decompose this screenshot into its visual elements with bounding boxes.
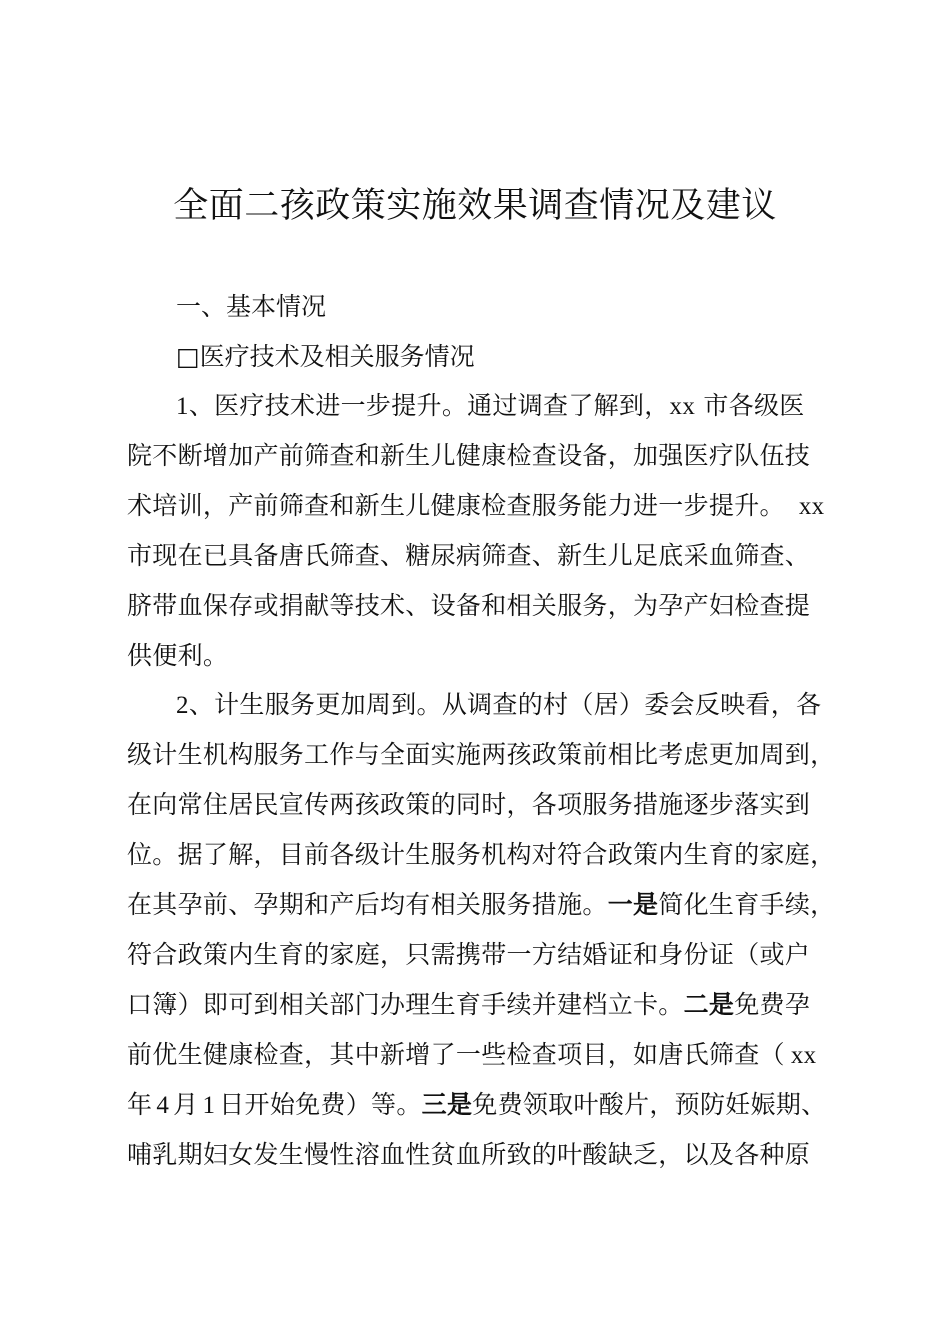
paragraph-line: 哺乳期妇女发生慢性溶血性贫血所致的叶酸缺乏，以及各种原 bbox=[127, 1140, 811, 1169]
paragraph-line: 位。据了解，目前各级计生服务机构对符合政策内生育的家庭， bbox=[127, 840, 836, 869]
text-run: 、计生服务更加周到。从调查的村（居）委会反映看，各 bbox=[188, 690, 822, 719]
emphasis-third: 三是 bbox=[421, 1090, 473, 1119]
paragraph-family-planning-service bbox=[127, 680, 857, 1180]
text-run: 市各级医 bbox=[695, 391, 805, 420]
paragraph-line: 供便利。 bbox=[127, 641, 229, 670]
paragraph-line bbox=[127, 680, 857, 730]
paragraph-line bbox=[127, 880, 857, 930]
month-number: 4 bbox=[156, 1092, 170, 1119]
emphasis-second: 二是 bbox=[683, 990, 735, 1019]
paragraph-line: 脐带血保存或捐献等技术、设备和相关服务，为孕产妇检查提 bbox=[127, 591, 811, 620]
paragraph-line: 院不断增加产前筛查和新生儿健康检查设备，加强医疗队伍技 bbox=[127, 441, 811, 470]
emphasis-first: 一是 bbox=[607, 890, 659, 919]
paragraph-line: 级计生机构服务工作与全面实施两孩政策前相比考虑更加周到， bbox=[127, 740, 836, 769]
text-run: 简化生育手续， bbox=[658, 890, 836, 919]
paragraph-line: 符合政策内生育的家庭，只需携带一方结婚证和身份证（或户 bbox=[127, 940, 811, 969]
paragraph-line bbox=[127, 980, 857, 1030]
paragraph-line: 市现在已具备唐氏筛查、糖尿病筛查、新生儿足底采血筛查、 bbox=[127, 541, 811, 570]
city-placeholder: xx bbox=[798, 493, 825, 520]
paragraph-medical-technology bbox=[127, 381, 857, 681]
text-run: 免费孕 bbox=[734, 990, 811, 1019]
day-number: 1 bbox=[202, 1092, 216, 1119]
paragraph-line: 在向常住居民宣传两孩政策的同时，各项服务措施逐步落实到 bbox=[127, 790, 811, 819]
year-placeholder: xx bbox=[790, 1042, 817, 1069]
paragraph-line bbox=[127, 1030, 857, 1080]
text-run: 口簿）即可到相关部门办理生育手续并建档立卡。 bbox=[127, 990, 684, 1019]
text-run: 年 bbox=[127, 1090, 153, 1119]
text-run: 术培训，产前筛查和新生儿健康检查服务能力进一步提升。 bbox=[127, 491, 785, 520]
text-run: 免费领取叶酸片，预防妊娠期、 bbox=[472, 1090, 827, 1119]
text-run: 、医疗技术进一步提升。通过调查了解到， bbox=[188, 391, 670, 420]
document-title: 全面二孩政策实施效果调查情况及建议 bbox=[173, 186, 777, 226]
text-run: 前优生健康检查，其中新增了一些检查项目，如唐氏筛查（ bbox=[127, 1040, 785, 1069]
text-run: 在其孕前、孕期和产后均有相关服务措施。 bbox=[127, 890, 608, 919]
text-run: 月 bbox=[173, 1090, 199, 1119]
city-placeholder: xx bbox=[669, 393, 696, 420]
item-number: 2 bbox=[176, 692, 189, 719]
subsection-heading: □医疗技术及相关服务情况 bbox=[176, 342, 475, 371]
paragraph-line bbox=[127, 481, 857, 531]
section-heading: 一、基本情况 bbox=[176, 292, 327, 321]
paragraph-line bbox=[127, 1080, 857, 1130]
text-run: 日开始免费）等。 bbox=[219, 1090, 422, 1119]
item-number: 1 bbox=[176, 393, 189, 420]
paragraph-line bbox=[127, 381, 857, 431]
